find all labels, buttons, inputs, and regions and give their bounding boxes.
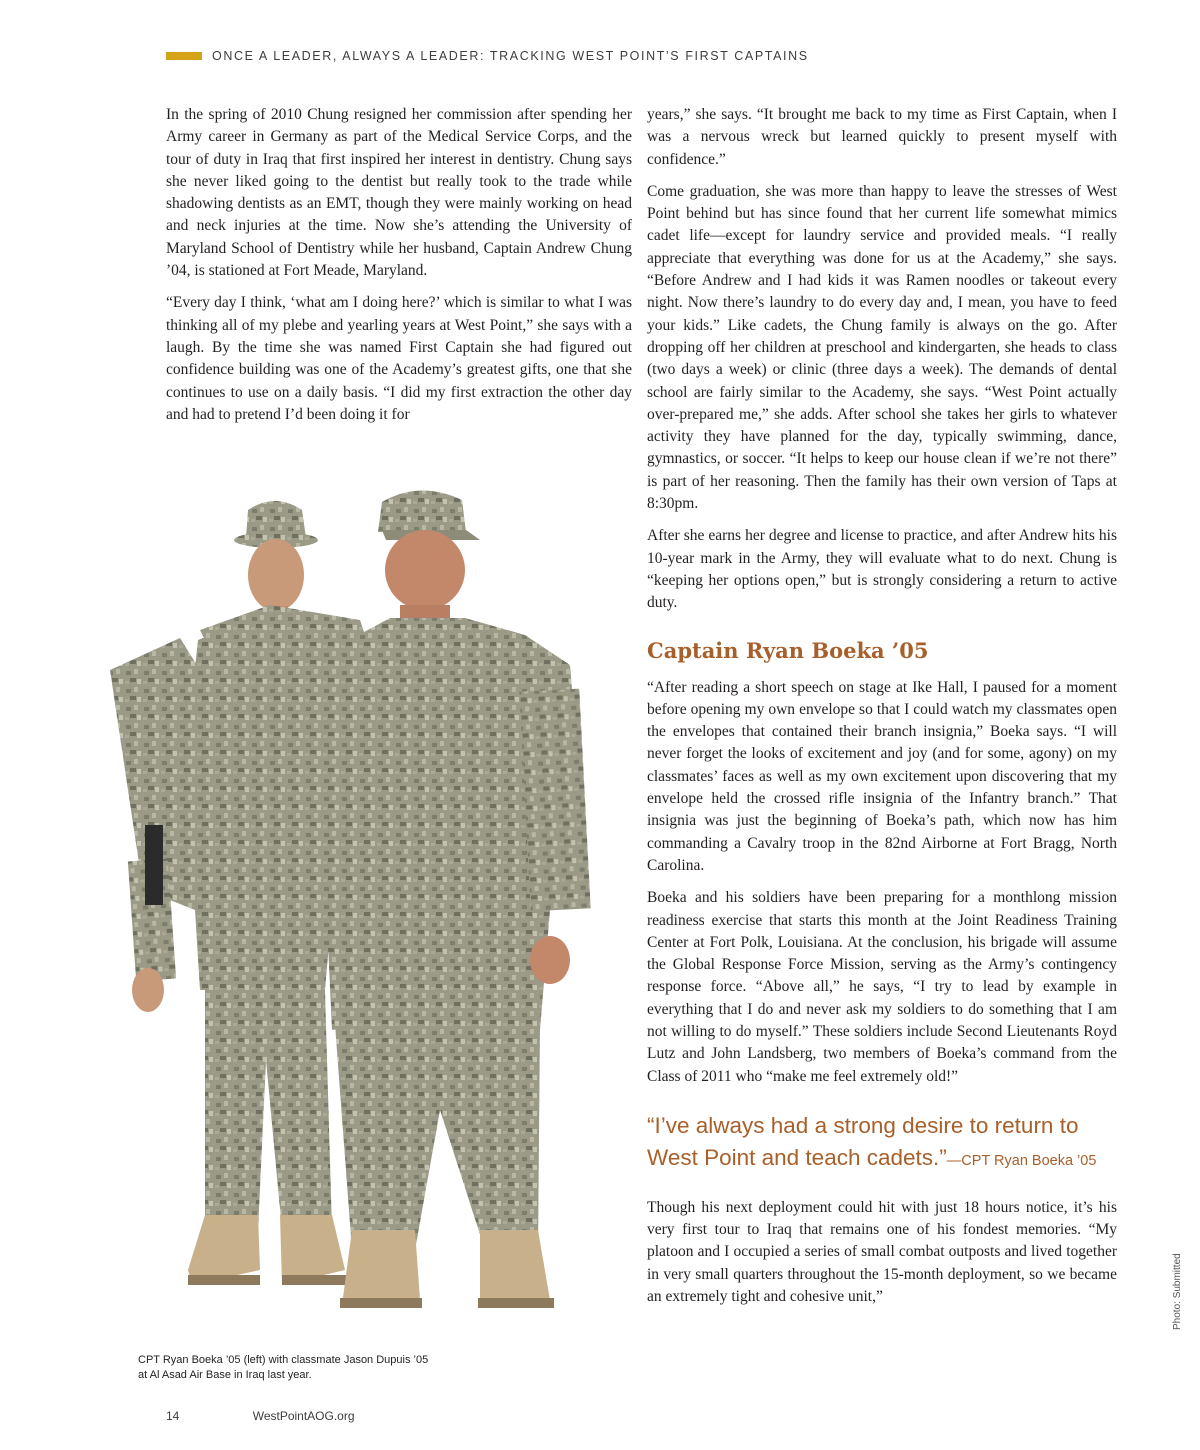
footer-site-link[interactable]: WestPointAOG.org [252,1409,355,1423]
section-heading: Captain Ryan Boeka ’05 [647,637,929,663]
header-title: ONCE A LEADER, ALWAYS A LEADER: TRACKING WEST POINT’S FIRST CAPTAINS [212,49,809,63]
body-paragraph: “Every day I think, ‘what am I doing here?’ which is similar to what I was thinking all of my plebe and yearling years at West Point,” she says with a laugh. By the time she was named First Captain she had figured out confidence building was one of the Academy’s greatest gifts, one that she continues to use on a daily basis. “I did my first extraction the other day and had to pretend I’d been doing it for [166,294,632,423]
body-paragraph: years,” she says. “It brought me back to my time as First Captain, when I was a nervous wreck but learned quickly to present myself with confidence.” [647,106,1117,168]
pull-quote-text: “I’ve always had a strong desire to return to West Point and teach cadets.” [647,1112,1079,1170]
page-footer [166,1409,355,1423]
body-paragraph: Boeka and his soldiers have been preparing for a monthlong mission readiness exercise that starts this month at the Joint Readiness Training Center at Fort Polk, Louisiana. At the conclusion, his brigade will assume the Global Response Force Mission, serving as the Army’s contingency response force. “Above all,” he says, “I try to lead by example in everything that I do and never ask my soldiers to do something that I am not willing to do myself.” These soldiers include Second Lieutenants Royd Lutz and John Landsberg, two members of Boeka’s command from the Class of 2011 who “make me feel extremely old!” [647,889,1117,1085]
soldiers-photo [70,470,610,1315]
left-column [166,104,632,436]
body-paragraph: Come graduation, she was more than happy to leave the stresses of West Point behind but has since found that her current life somewhat mimics cadet life—except for laundry service and provided meals. “I really appreciate that everything was done for us at the Academy,” she says. “Before Andrew and I had kids it was Ramen noodles or takeout every night. Now there’s laundry to do every day and, I mean, you have to feed your kids.” Like cadets, the Chung family is always on the go. After dropping off her children at preschool and kindergarten, she heads to class (two days a week) or clinic (three days a week). The demands of dental school are fairly similar to the Academy, she says. “West Point actually over-prepared me,” she adds. After school she takes her girls to whatever activity they have planned for the day, typically swimming, dance, gymnastics, or soccer. “It helps to keep our house clean if we’re not there” is part of her reasoning. Then the family has their own version of Taps at 8:30pm. [647,182,1117,513]
body-paragraph: Though his next deployment could hit with just 18 hours notice, it’s his very first tour to Iraq that remains one of his fondest memories. “My platoon and I occupied a series of small combat outposts and lived together in very small quarters throughout the 15-month deployment, so we became an extremely tight and cohesive unit,” [647,1198,1117,1306]
body-paragraph: In the spring of 2010 Chung resigned her commission after spending her Army career in Germany as part of the Medical Service Corps, and the tour of duty in Iraq that first inspired her interest in dentistry. Chung says she never liked going to the dentist but really took to the trade while shadowing dentists as an EMT, though they were mainly working on head and neck injuries at the time. Now she’s attending the University of Maryland School of Dentistry while her husband, Captain Andrew Chung ’04, is stationed at Fort Meade, Maryland. [166,106,632,280]
pull-quote [647,1110,1117,1177]
body-paragraph: “After reading a short speech on stage at Ike Hall, I paused for a moment before opening my own envelope so that I could watch my classmates open the envelopes that contained their branch insignia,” Boeka says. “I will never forget the looks of excitement and joy (and for some, agony) on my classmates’ faces as well as my own excitement upon discovering that my envelope held the crossed rifle insignia of the Infantry branch.” That insignia was just the beginning of Boeka’s path, which now has him commanding a Cavalry troop in the 82nd Airborne at Fort Bragg, North Carolina. [647,678,1117,874]
photo-credit: Photo: Submitted [1172,1253,1183,1330]
body-paragraph: After she earns her degree and license to practice, and after Andrew hits his 10-year mark in the Army, they will evaluate what to do next. Chung is “keeping her options open,” but is strongly considering a return to active duty. [647,527,1117,612]
photo-caption: CPT Ryan Boeka ’05 (left) with classmate Jason Dupuis ’05 at Al Asad Air Base in Iraq last year. [138,1354,429,1381]
page-number: 14 [166,1409,180,1423]
header-accent-bar [166,52,202,60]
right-column [647,104,1117,1318]
pull-quote-attribution: —CPT Ryan Boeka ’05 [946,1152,1097,1169]
running-header [166,46,809,66]
